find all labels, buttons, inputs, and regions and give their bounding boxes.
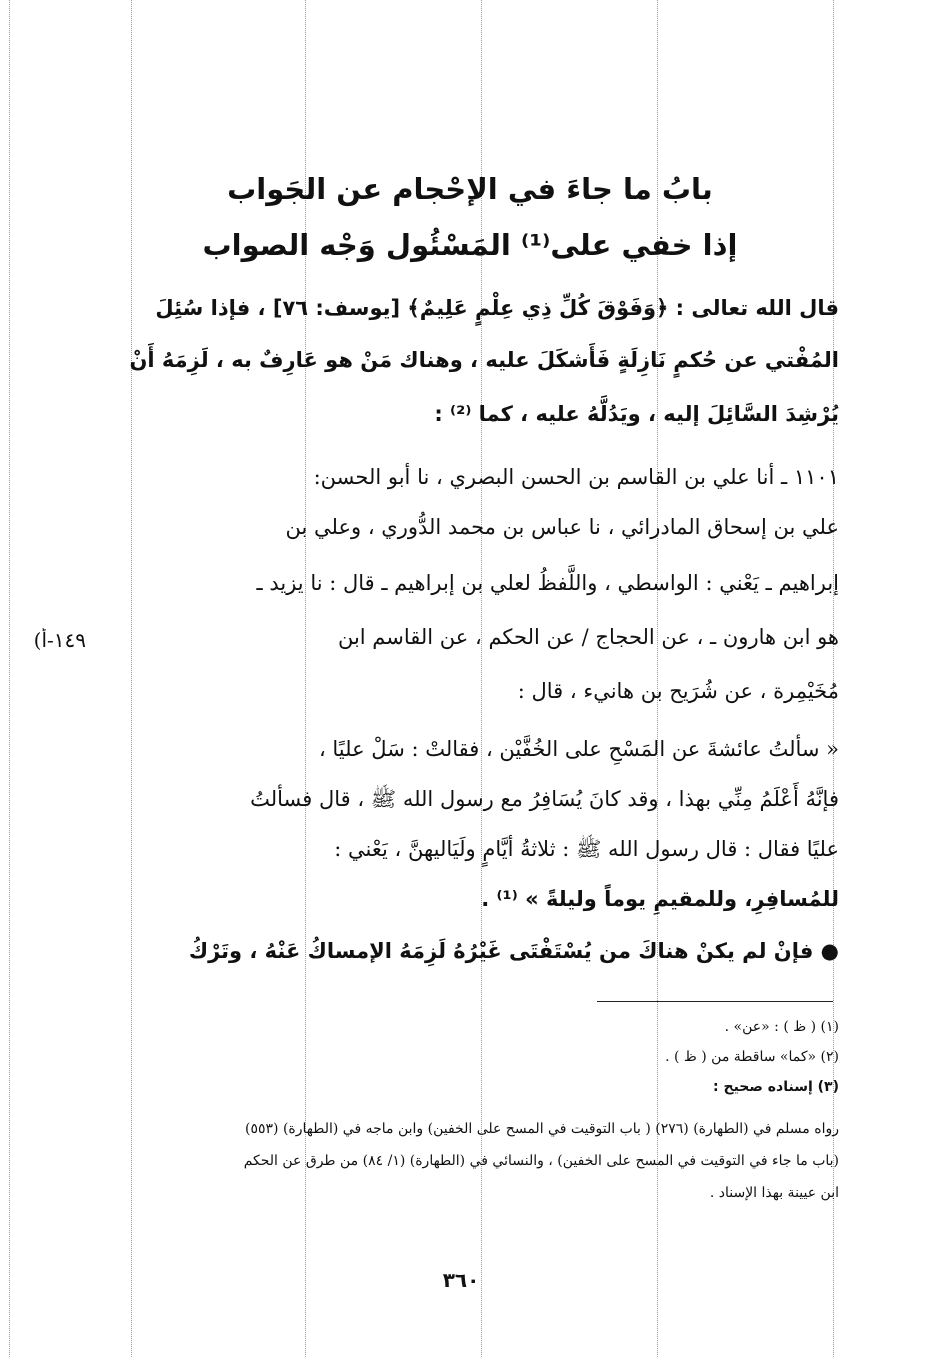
- footnote-3-body: رواه مسلم في (الطهارة) (٢٧٦) ( باب التوقيت في المسح على الخفين) وابن ماجه في (الطهارة) (٥٥٣): [245, 1121, 839, 1137]
- quote-line: فإنَّهُ أَعْلَمُ مِنِّي بهذا ، وقد كانَ يُسَافِرُ مع رسول الله ﷺ ، قال فسألتُ: [250, 787, 839, 811]
- footnote-2: (٢) «كما» ساقطة من ( ظ ) .: [665, 1049, 839, 1065]
- quote-line: « سألتُ عائشةَ عن المَسْحِ على الخُفَّيْن ، فقالتْ : سَلْ عليًا ،: [318, 737, 839, 761]
- hadith-line: هو ابن هارون ـ ، عن الحجاج / عن الحكم ، عن القاسم ابن: [337, 625, 839, 649]
- quote-line: للمُسافِرِ، وللمقيمِ يوماً وليلةً » ⁽¹⁾ .: [481, 887, 839, 911]
- chapter-title-line-2: إذا خفي على⁽¹⁾ المَسْئُول وَجْه الصواب: [202, 228, 738, 262]
- page-number: ٣٦٠: [442, 1268, 480, 1292]
- chapter-title-line-1: بابُ ما جاءَ في الإحْجام عن الجَواب: [227, 172, 713, 206]
- footnote-1: (١) ( ظ ) : «عن» .: [724, 1019, 839, 1035]
- footnote-3: (٣) إسناده صحيح :: [713, 1079, 839, 1095]
- scan-guide-line: [9, 0, 10, 1357]
- hadith-line: إبراهيم ـ يَعْني : الواسطي ، واللَّفظُ لعلي بن إبراهيم ـ قال : نا يزيد ـ: [256, 571, 839, 595]
- intro-line: قال الله تعالى : ﴿وَفَوْقَ كُلِّ ذِي عِلْمٍ عَلِيمٌ﴾ [يوسف: ٧٦] ، فإذا سُئِلَ: [155, 296, 839, 320]
- hadith-line: ١١٠١ ـ أنا علي بن القاسم بن الحسن البصري ، نا أبو الحسن:: [313, 465, 839, 489]
- hadith-line: علي بن إسحاق المادرائي ، نا عباس بن محمد الدُّوري ، وعلي بن: [285, 515, 839, 539]
- footnote-3-body: (باب ما جاء في التوقيت في المسح على الخفين) ، والنسائي في (الطهارة) (١/ ٨٤) من طرق عن الحكم: [243, 1153, 839, 1169]
- closing-paragraph: ● فإنْ لم يكنْ هناكَ من يُسْتَفْتَى غَيْرُهُ لَزِمَهُ الإمساكُ عَنْهُ ، وتَرْكُ: [188, 939, 839, 963]
- intro-line: المُفْتي عن حُكمٍ نَازِلَةٍ فَأَشكَلَ عليه ، وهناك مَنْ هو عَارِفٌ به ، لَزِمَهُ أَنْ: [129, 348, 839, 372]
- intro-line: يُرْشِدَ السَّائِلَ إليه ، ويَدُلَّهُ عليه ، كما ⁽²⁾ :: [434, 402, 839, 426]
- footnote-separator: [597, 1001, 833, 1002]
- hadith-line: مُخَيْمِرة ، عن شُرَيح بن هانيء ، قال :: [517, 679, 839, 703]
- margin-manuscript-note: (١٤٩-أ: [33, 628, 86, 652]
- quote-line: عليًا فقال : قال رسول الله ﷺ : ثلاثةُ أيَّامٍ ولَيَاليهنَّ ، يَعْني :: [334, 837, 839, 861]
- footnote-3-body: ابن عيينة بهذا الإسناد .: [709, 1185, 839, 1201]
